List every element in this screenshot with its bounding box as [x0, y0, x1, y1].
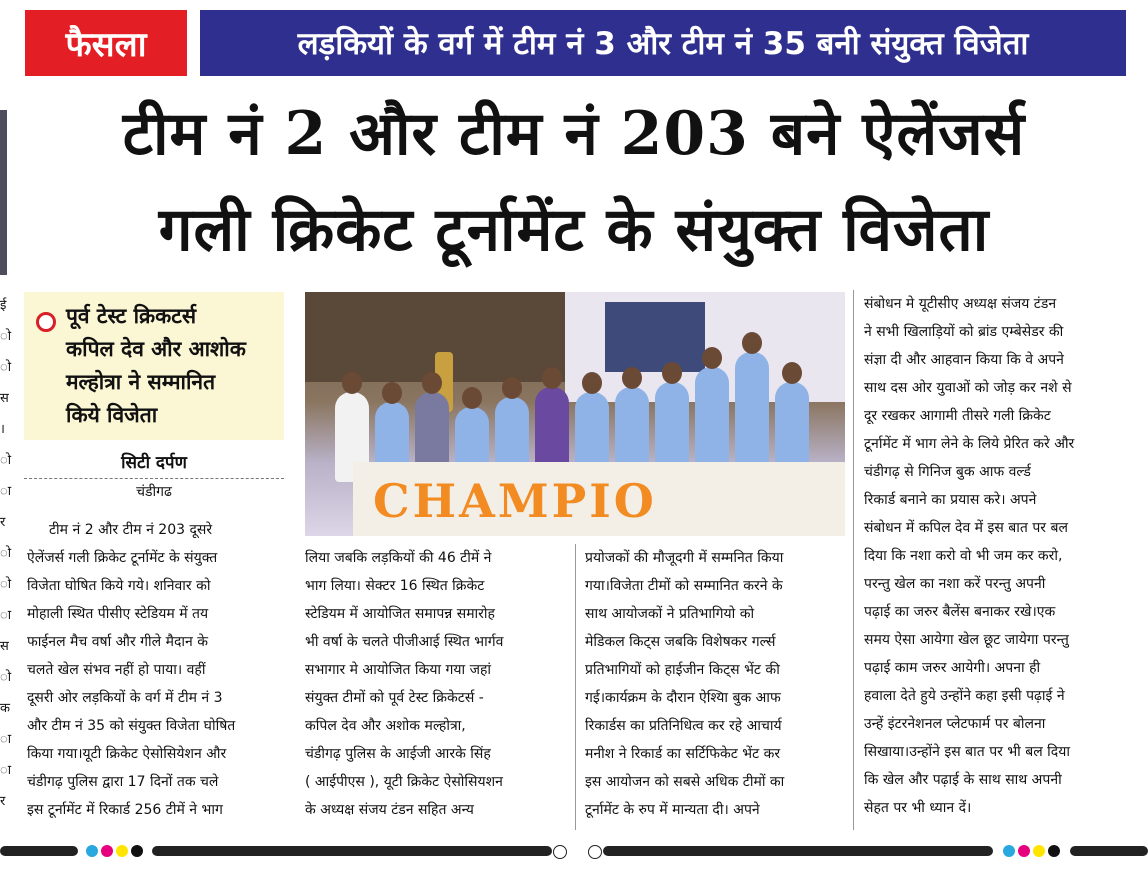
footer-dot: [1048, 845, 1060, 857]
footer-dot: [1003, 845, 1015, 857]
footer-dot: [588, 845, 602, 859]
footer-bar-segment: [603, 846, 993, 856]
subheadline: पूर्व टेस्ट क्रिकटर्स कपिल देव और आशोक मल्होत्रा ने सम्मानित किये विजेता: [66, 304, 246, 427]
footer-dot: [116, 845, 128, 857]
adjacent-photo-fragment: [0, 110, 7, 275]
footer-dot: [86, 845, 98, 857]
footer-dot: [553, 845, 567, 859]
adjacent-column-fragment: ई ो ो स । ो ा र ो ो ा स ो क ा ा र: [0, 298, 12, 809]
photo-banner-text: CHAMPIO: [373, 474, 657, 528]
byline: सिटी दर्पण: [121, 453, 187, 473]
footer-dot: [1018, 845, 1030, 857]
team-photo: [305, 292, 845, 536]
dateline: चंडीगढ: [136, 484, 172, 500]
section-tag: फैसला: [25, 10, 187, 76]
article-column-4: संबोधन मे यूटीसीए अध्यक्ष संजय टंडन ने सभी खिलाड़ियों को ब्रांड एम्बेसेडर की संज्ञा दी और आहवान किया कि वे अपने साथ दस ओर युवाओं को जोड़ कर नशे से दूर रखकर आगामी तीसरे गली क्रिकेट टूर्नामेंट में भाग लेने के लिये प्रेरित करे और चंडीगढ़ से गिनिज बुक आफ वर्ल्ड रिकार्ड बनाने का प्रयास करे। अपने संबोधन में कपिल देव में इस बात पर बल दिया कि नशा करो वो भी जम कर करो, परन्तु खेल का नशा करें परन्तु अपनी पढ़ाई का जरुर बैलेंस बनाकर रखे।एक समय ऐसा आयेगा खेल छूट जायेगा परन्तु पढ़ाई काम जरुर आयेगी। अपना ही हवाला देते हुये उन्होंने कहा इसी पढ़ाई ने उन्हें इंटरनेशनल प्लेटफार्म पर बोलना सिखाया।उन्होंने इस बात पर भी बल दिया कि खेल और पढ़ाई के साथ साथ अपनी सेहत पर भी ध्यान दें।: [864, 296, 1075, 816]
footer-bar-segment: [1070, 846, 1148, 856]
byline-divider: [24, 478, 284, 479]
footer-bar-segment: [0, 846, 78, 856]
footer-dot: [1033, 845, 1045, 857]
main-headline-line-1: टीम नं 2 और टीम नं 203 बने ऐलेंजर्स: [122, 99, 1026, 169]
column-divider: [575, 544, 576, 830]
article-column-2: लिया जबकि लड़कियों की 46 टीमें ने भाग लिया। सेक्टर 16 स्थित क्रिकेट स्टेडियम में आयोजित समापन्न समारोह भी वर्षा के चलते पीजीआई स्थित भार्गव सभागार मे आयोजित किया गया जहां संयुक्त टीमों को पूर्व टेस्ट क्रिकेटर्स - कपिल देव और अशोक मल्होत्रा, चंडीगढ़ पुलिस के आईजी आरके सिंह ( आईपीएस ), यूटी क्रिकेट ऐसोसियशन के अध्यक्ष संजय टंडन सहित अन्य: [305, 550, 504, 818]
article-column-3: प्रयोजकों की मौजूदगी में सम्मनित किया गया।विजेता टीमों को सम्मानित करने के साथ आयोजकों ने प्रतिभागियो को मेडिकल किट्स जबकि विशेषकर गर्ल्स प्रतिभागियों को हाईजीन किट्स भेंट की गई।कार्यक्रम के दौरान ऐश्यिा बुक आफ रिकार्डस का प्रतिनिधित्व कर रहे आचार्य मनीश ने रिकार्ड का सर्टिफिकेट भेंट कर इस आयोजन को सबसे अधिक टीमों का टूर्नामेंट के रुप में मान्यता दी। अपने: [585, 550, 785, 818]
footer-dot: [101, 845, 113, 857]
footer-dot: [131, 845, 143, 857]
main-headline-line-2: गली क्रिकेट टूर्नामेंट के संयुक्त विजेता: [158, 195, 990, 265]
article-column-1: टीम नं 2 और टीम नं 203 दूसरे ऐलेंजर्स गली क्रिकेट टूर्नामेंट के संयुक्त विजेता घोषित किये गये। शनिवार को मोहाली स्थित पीसीए स्टेडियम में तय फाईनल मैच वर्षा और गीले मैदान के चलते खेल संभव नहीं हो पाया। वहीं दूसरी ओर लड़कियों के वर्ग में टीम नं 3 और टीम नं 35 को संयुक्त विजेता घोषित किया गया।यूटी क्रिकेट ऐसोसियेशन और चंडीगढ़ पुलिस द्वारा 17 दिनों तक चले इस टूर्नामेंट में रिकार्ड 256 टीमें ने भाग: [27, 522, 236, 818]
column-divider: [853, 290, 854, 830]
kicker-headline: लड़कियों के वर्ग में टीम नं 3 और टीम नं 35 बनी संयुक्त विजेता: [200, 10, 1126, 76]
bullet-circle-icon: [36, 312, 56, 332]
footer-bar-segment: [152, 846, 552, 856]
